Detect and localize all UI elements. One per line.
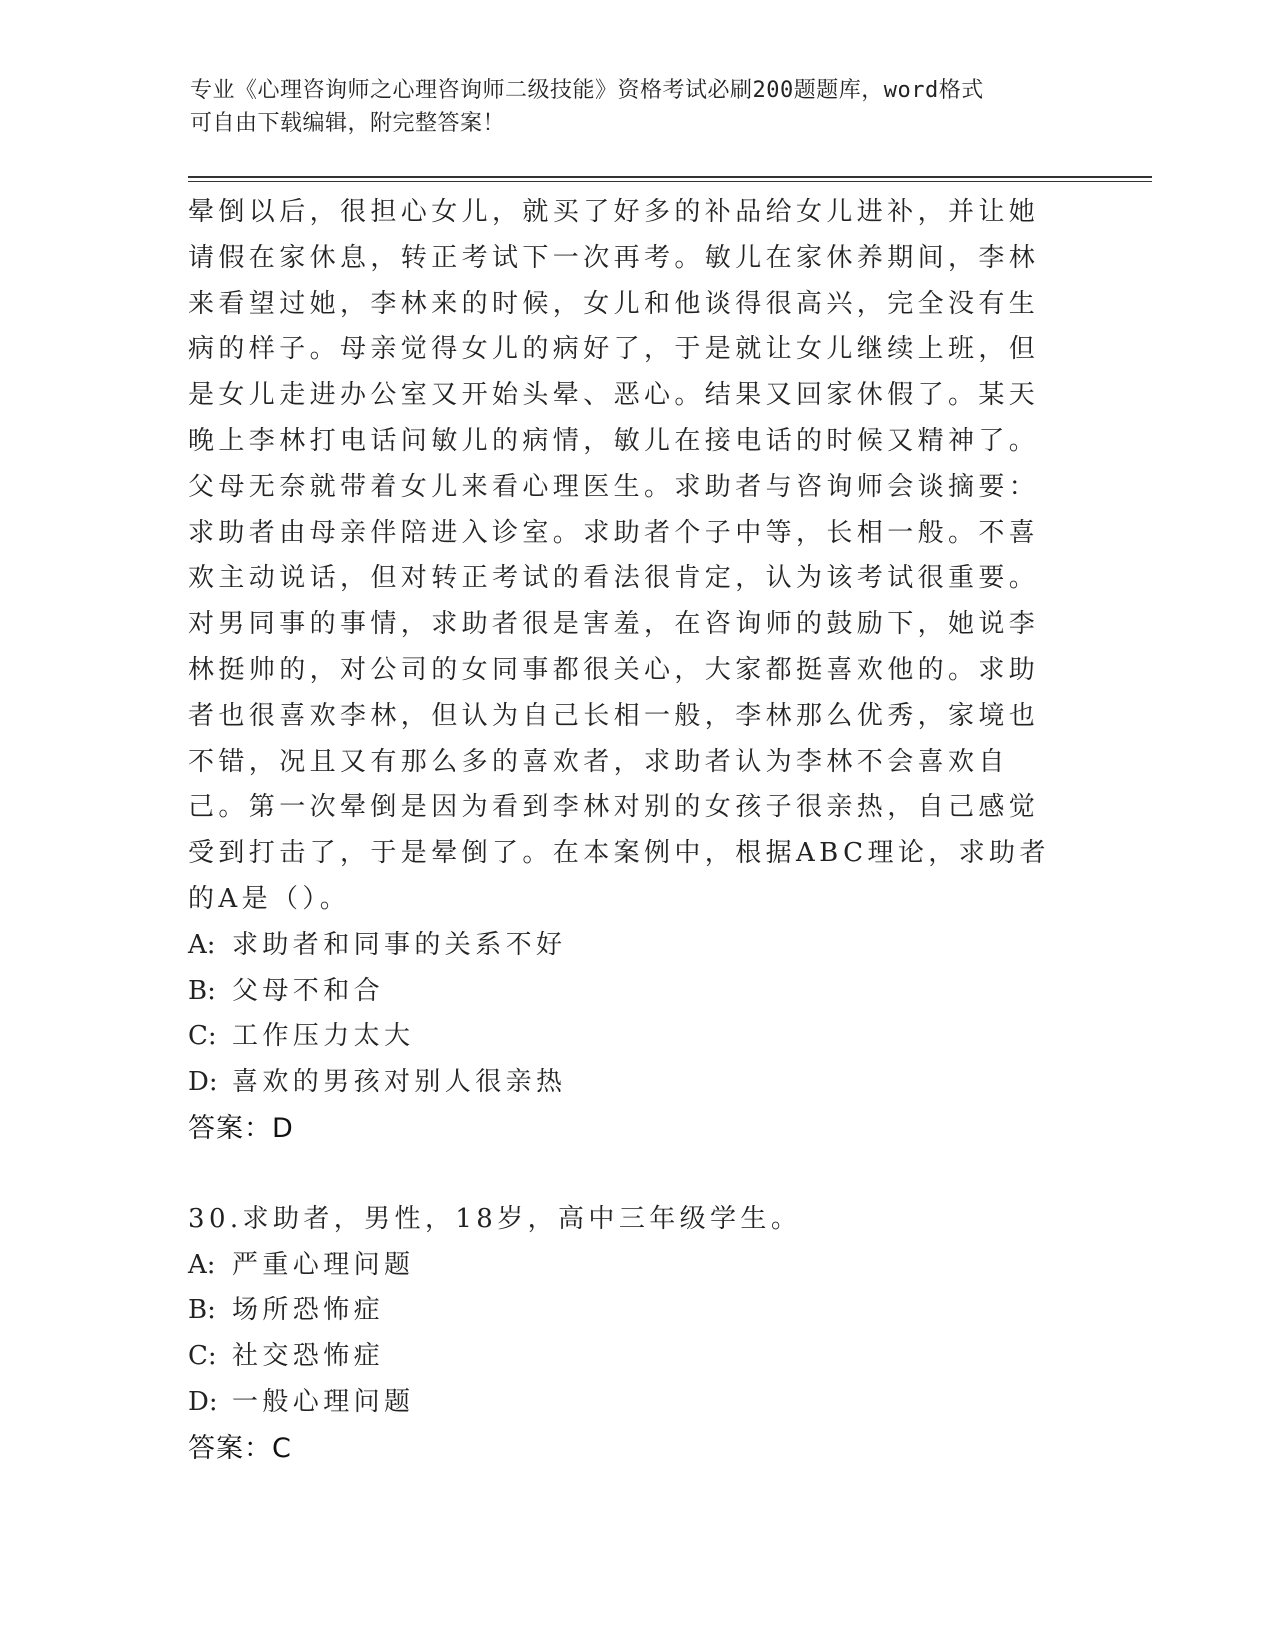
question-30-option-c [188, 1334, 1068, 1380]
question-29-option-d [188, 1060, 1068, 1106]
option-key: B: [188, 1295, 216, 1326]
question-spacer [188, 1152, 1068, 1197]
option-text: 一般心理问题 [232, 1386, 415, 1417]
option-text: 求助者和同事的关系不好 [232, 929, 567, 960]
option-text: 工作压力太大 [232, 1021, 415, 1052]
question-29-option-b [188, 969, 1068, 1015]
header-title-line-2: 可自由下载编辑，附完整答案！ [190, 111, 506, 136]
header-title-line-1: 专业《心理咨询师之心理咨询师二级技能》资格考试必刷200题题库，word格式 [190, 78, 984, 103]
option-text: 社交恐怖症 [232, 1341, 385, 1372]
question-30-answer: 答案：C [188, 1432, 292, 1464]
question-30-option-d [188, 1380, 1068, 1426]
question-29-text: 晕倒以后，很担心女儿，就买了好多的补品给女儿进补，并让她请假在家休息，转正考试下一次再考。敏儿在家休养期间，李林来看望过她，李林来的时候，女儿和他谈得很高兴，完全没有生病的样子。母亲觉得女儿的病好了，于是就让女儿继续上班，但是女儿走进办公室又开始头晕、恶心。结果又回家休假了。某天晚上李林打电话问敏儿的病情，敏儿在接电话的时候又精神了。父母无奈就带着女儿来看心理医生。求助者与咨询师会谈摘要：求助者由母亲伴陪进入诊室。求助者个子中等，长相一般。不喜欢主动说话，但对转正考试的看法很肯定，认为该考试很重要。对男同事的事情，求助者很是害羞，在咨询师的鼓励下，她说李林挺帅的，对公司的女同事都很关心，大家都挺喜欢他的。求助者也很喜欢李林，但认为自己长相一般，李林那么优秀，家境也不错，况且又有那么多的喜欢者，求助者认为李林不会喜欢自己。第一次晕倒是因为看到李林对别的女孩子很亲热，自己感觉受到打击了，于是晕倒了。在本案例中，根据ABC理论，求助者的A是（）。 [188, 197, 1050, 914]
question-29-option-c [188, 1014, 1068, 1060]
option-key: C: [188, 1021, 217, 1052]
option-key: A: [188, 929, 216, 960]
question-29-option-a [188, 923, 1068, 969]
option-text: 喜欢的男孩对别人很亲热 [232, 1067, 567, 1098]
document-header [190, 74, 1070, 140]
option-key: D: [188, 1386, 218, 1417]
question-29 [188, 190, 1068, 1152]
question-29-answer: 答案：D [188, 1112, 294, 1144]
question-30 [188, 1197, 1068, 1472]
question-30-option-b [188, 1288, 1068, 1334]
question-30-option-a [188, 1243, 1068, 1289]
question-content [188, 190, 1068, 1472]
option-key: C: [188, 1341, 217, 1372]
header-divider [188, 176, 1152, 182]
option-key: B: [188, 975, 216, 1006]
option-key: A: [188, 1249, 216, 1280]
option-key: D: [188, 1067, 218, 1098]
question-30-text: 30.求助者，男性，18岁，高中三年级学生。 [188, 1203, 802, 1234]
option-text: 严重心理问题 [232, 1249, 415, 1280]
option-text: 父母不和合 [232, 975, 385, 1006]
option-text: 场所恐怖症 [232, 1295, 385, 1326]
